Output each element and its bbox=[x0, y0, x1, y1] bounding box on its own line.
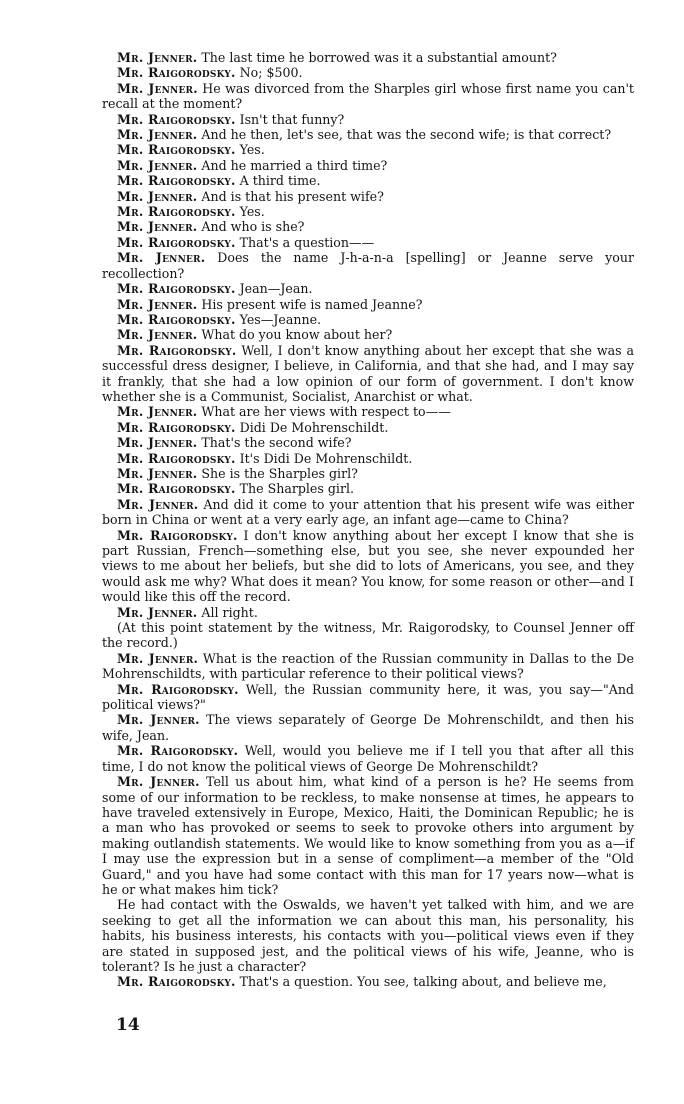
transcript-paragraph bbox=[102, 219, 634, 234]
speaker-name: Mr. Jenner. bbox=[117, 50, 198, 65]
speaker-name: Mr. Jenner. bbox=[117, 650, 199, 666]
transcript-paragraph bbox=[102, 127, 634, 142]
paragraph-text: Tell us about him, what kind of a person is he? He seems from some of our information to be reckless, to make nonsense at times, he appears to have traveled extensively in Europe, Mexico, Haiti, the Dominican Republic; he is a man who has provoked or seems to seek to provoke others into argument by making outlandish statements. We would like to know something from you as a—if I may use the expression but in a sense of compliment—a member of the "Old Guard," and you have had some contact with this man for 17 years now—what is he or what makes him tick? bbox=[102, 774, 634, 897]
speaker-name: Mr. Raigorodsky. bbox=[117, 204, 236, 220]
speaker-name: Mr. Jenner. bbox=[117, 465, 198, 481]
transcript-paragraph bbox=[102, 620, 634, 651]
transcript-paragraph bbox=[102, 435, 634, 450]
paragraph-text: Well, would you believe me if I tell you that after all this time, I do not know the political views of George De Mohrenschildt? bbox=[102, 743, 634, 774]
paragraph-text: And he then, let's see, that was the second wife; is that correct? bbox=[201, 127, 612, 143]
paragraph-text: And did it come to your attention that his present wife was either born in China or went at a very early age, an infant age—came to China? bbox=[102, 496, 634, 528]
speaker-name: Mr. Jenner. bbox=[117, 496, 199, 512]
paragraph-text: What are her views with respect to—— bbox=[201, 404, 451, 420]
paragraph-text: He had contact with the Oswalds, we haven't yet talked with him, and we are seeking to get all the information we can about this man, his personality, his habits, his business interests, his contacts with you—political views even if they are stated in supposed jest, and the political views of his wife, Jeanne, who is tolerant? Is he just a character? bbox=[102, 897, 634, 974]
transcript-paragraph bbox=[102, 235, 634, 250]
transcript-paragraph bbox=[102, 528, 634, 605]
page-number: 14 bbox=[116, 1015, 140, 1035]
speaker-name: Mr. Jenner. bbox=[117, 157, 198, 173]
speaker-name: Mr. Raigorodsky. bbox=[117, 111, 236, 127]
transcript-paragraph bbox=[102, 974, 634, 989]
paragraph-text: What is the reaction of the Russian community in Dallas to the De Mohrenschildts, with particular reference to their political views? bbox=[102, 650, 634, 682]
speaker-name: Mr. Raigorodsky. bbox=[117, 65, 236, 81]
paragraph-text: And he married a third time? bbox=[201, 157, 388, 173]
paragraph-text: Didi De Mohrenschildt. bbox=[239, 419, 389, 435]
speaker-name: Mr. Jenner. bbox=[117, 712, 200, 728]
speaker-name: Mr. Jenner. bbox=[117, 774, 200, 790]
transcript-paragraph bbox=[102, 343, 634, 405]
paragraph-text: That's a question. You see, talking about, and believe me, bbox=[239, 974, 607, 990]
paragraph-text: Yes—Jeanne. bbox=[239, 311, 322, 327]
paragraph-text: No; $500. bbox=[239, 65, 303, 81]
paragraph-text: Yes. bbox=[239, 142, 265, 158]
transcript-paragraph bbox=[102, 173, 634, 188]
transcript-paragraph bbox=[102, 743, 634, 774]
speaker-name: Mr. Raigorodsky. bbox=[117, 450, 236, 466]
speaker-name: Mr. Jenner. bbox=[117, 250, 206, 266]
speaker-name: Mr. Jenner. bbox=[117, 404, 198, 420]
transcript-paragraph bbox=[102, 158, 634, 173]
paragraph-text: His present wife is named Jeanne? bbox=[201, 296, 423, 312]
paragraph-text: A third time. bbox=[239, 173, 321, 189]
speaker-name: Mr. Raigorodsky. bbox=[117, 234, 236, 250]
paragraph-text: That's a question—— bbox=[239, 234, 375, 250]
transcript-paragraph bbox=[102, 50, 634, 65]
paragraph-text: That's the second wife? bbox=[201, 435, 352, 451]
speaker-name: Mr. Jenner. bbox=[117, 435, 198, 451]
transcript-paragraph bbox=[102, 312, 634, 327]
speaker-name: Mr. Raigorodsky. bbox=[117, 173, 236, 189]
paragraph-text: What do you know about her? bbox=[201, 327, 393, 343]
transcript-paragraph bbox=[102, 712, 634, 743]
speaker-name: Mr. Jenner. bbox=[117, 327, 198, 343]
transcript-paragraph bbox=[102, 466, 634, 481]
paragraph-text: It's Didi De Mohrenschildt. bbox=[239, 450, 413, 466]
paragraph-text: The views separately of George De Mohrenschildt, and then his wife, Jean. bbox=[102, 712, 634, 743]
speaker-name: Mr. Raigorodsky. bbox=[117, 527, 238, 543]
speaker-name: Mr. Raigorodsky. bbox=[117, 342, 237, 358]
transcript-body bbox=[102, 50, 634, 990]
transcript-paragraph bbox=[102, 81, 634, 112]
transcript-paragraph bbox=[102, 297, 634, 312]
paragraph-text: I don't know anything about her except I know that she is part Russian, French—something else, but you see, she never expounded her views to me about her beliefs, but she did to lots of Americans, you see, and they would ask me why? What does it mean? You know, for some reason or other—and I would like this off the record. bbox=[102, 527, 634, 605]
transcript-paragraph bbox=[102, 897, 634, 974]
transcript-paragraph bbox=[102, 281, 634, 296]
paragraph-text: All right. bbox=[201, 604, 258, 620]
transcript-paragraph bbox=[102, 250, 634, 281]
transcript-paragraph bbox=[102, 774, 634, 897]
speaker-name: Mr. Jenner. bbox=[117, 80, 198, 96]
paragraph-text: Yes. bbox=[239, 204, 265, 220]
speaker-name: Mr. Raigorodsky. bbox=[117, 974, 236, 990]
speaker-name: Mr. Raigorodsky. bbox=[117, 419, 236, 435]
speaker-name: Mr. Raigorodsky. bbox=[117, 142, 236, 158]
paragraph-text: Well, the Russian community here, it was, you say—"And political views?" bbox=[102, 681, 634, 713]
paragraph-text: The Sharples girl. bbox=[239, 481, 354, 497]
speaker-name: Mr. Raigorodsky. bbox=[117, 743, 239, 759]
speaker-name: Mr. Jenner. bbox=[117, 188, 198, 204]
transcript-paragraph bbox=[102, 189, 634, 204]
transcript-paragraph bbox=[102, 404, 634, 419]
transcript-paragraph bbox=[102, 112, 634, 127]
transcript-paragraph bbox=[102, 481, 634, 496]
speaker-name: Mr. Raigorodsky. bbox=[117, 481, 236, 497]
speaker-name: Mr. Raigorodsky. bbox=[117, 281, 236, 297]
paragraph-text: He was divorced from the Sharples girl whose first name you can't recall at the moment? bbox=[102, 80, 634, 112]
paragraph-text: Isn't that funny? bbox=[239, 111, 345, 127]
transcript-paragraph bbox=[102, 451, 634, 466]
speaker-name: Mr. Jenner. bbox=[117, 219, 198, 235]
speaker-name: Mr. Jenner. bbox=[117, 127, 198, 143]
transcript-paragraph bbox=[102, 204, 634, 219]
speaker-name: Mr. Jenner. bbox=[117, 604, 198, 620]
transcript-paragraph bbox=[102, 651, 634, 682]
transcript-paragraph bbox=[102, 605, 634, 620]
paragraph-text: And who is she? bbox=[201, 219, 305, 235]
paragraph-text: The last time he borrowed was it a substantial amount? bbox=[201, 50, 557, 65]
transcript-paragraph bbox=[102, 327, 634, 342]
transcript-paragraph bbox=[102, 682, 634, 713]
transcript-paragraph bbox=[102, 497, 634, 528]
transcript-paragraph bbox=[102, 65, 634, 80]
paragraph-text: She is the Sharples girl? bbox=[201, 465, 358, 481]
speaker-name: Mr. Raigorodsky. bbox=[117, 311, 236, 327]
transcript-paragraph bbox=[102, 420, 634, 435]
paragraph-text: And is that his present wife? bbox=[201, 188, 384, 204]
transcript-paragraph bbox=[102, 142, 634, 157]
paragraph-text: Well, I don't know anything about her except that she was a successful dress designer, I believe, in California, and that she had, and I may say it frankly, that she had a low opinion of our form of government. I don't know whether she is a Communist, Socialist, Anarchist or what. bbox=[102, 342, 635, 404]
paragraph-text: Jean—Jean. bbox=[239, 281, 313, 297]
paragraph-text: Does the name J-h-a-n-a [spelling] or Jeanne serve your recollection? bbox=[102, 250, 635, 281]
speaker-name: Mr. Raigorodsky. bbox=[117, 681, 239, 697]
speaker-name: Mr. Jenner. bbox=[117, 296, 198, 312]
paragraph-text: (At this point statement by the witness, Mr. Raigorodsky, to Counsel Jenner off the record.) bbox=[102, 620, 634, 651]
